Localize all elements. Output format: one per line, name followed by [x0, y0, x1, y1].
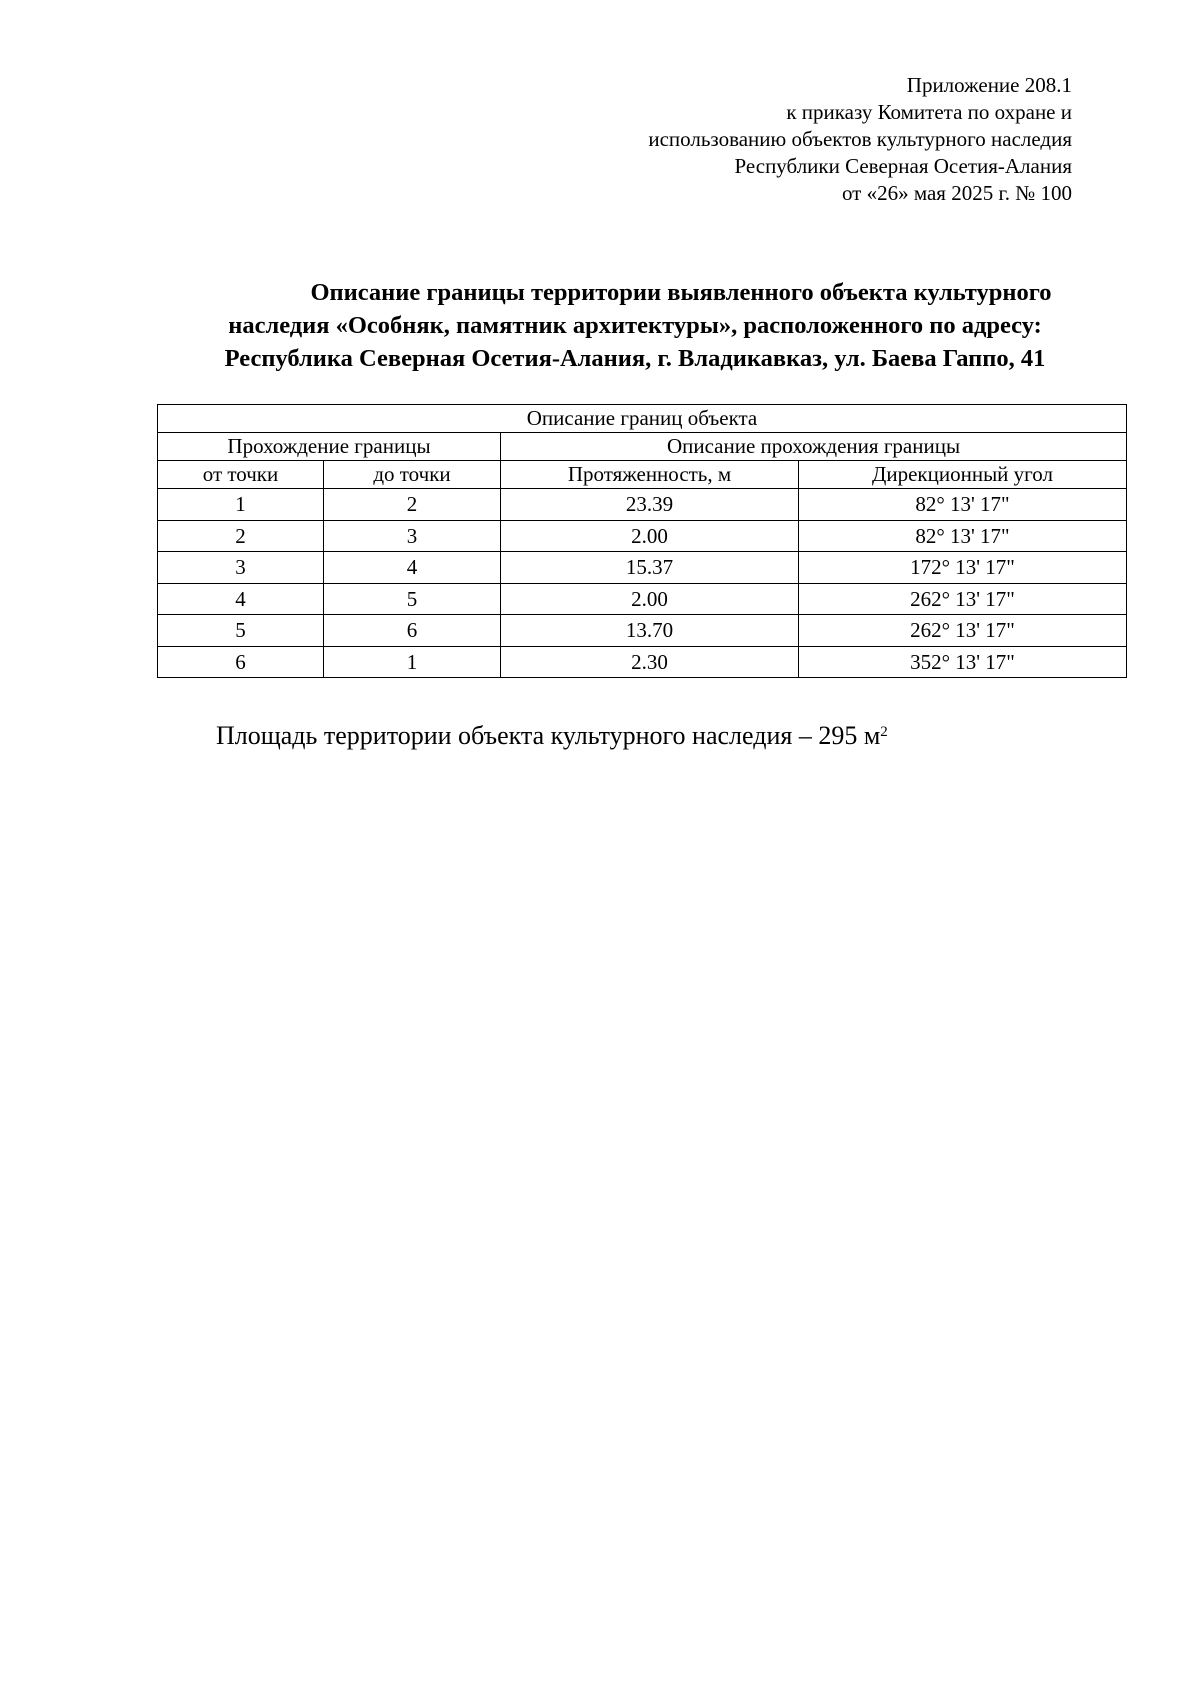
cell-length: 2.00 [501, 520, 799, 552]
cell-from-point: 1 [158, 489, 324, 521]
square-unit-superscript: 2 [880, 724, 888, 740]
table-column-header-row [158, 461, 1127, 489]
table-row [158, 615, 1127, 647]
cell-to-point: 3 [324, 520, 501, 552]
header-passage: Прохождение границы [158, 433, 501, 461]
cell-direction-angle: 352° 13' 17" [799, 646, 1127, 678]
column-header-direction-angle: Дирекционный угол [799, 461, 1127, 489]
cell-length: 23.39 [501, 489, 799, 521]
cell-length: 2.30 [501, 646, 799, 678]
table-caption: Описание границ объекта [158, 405, 1127, 433]
boundary-table [157, 404, 1127, 678]
order-date: от «26» мая 2025 г. № 100 [841, 181, 1072, 205]
appendix-number: Приложение 208.1 [906, 73, 1072, 97]
cell-to-point: 2 [324, 489, 501, 521]
territory-area-text: Площадь территории объекта культурного наследия – 295 м [216, 721, 881, 750]
cell-length: 13.70 [501, 615, 799, 647]
cell-direction-angle: 82° 13' 17" [799, 520, 1127, 552]
title-line-1: Описание границы территории выявленного объекта культурного [310, 279, 1052, 306]
table-group-header-row [158, 433, 1127, 461]
table-row [158, 646, 1127, 678]
cell-to-point: 5 [324, 583, 501, 615]
table-row [158, 583, 1127, 615]
cell-to-point: 6 [324, 615, 501, 647]
title-line-3: Республика Северная Осетия-Алания, г. Владикавказ, ул. Баева Гаппо, 41 [224, 345, 1046, 372]
cell-from-point: 4 [158, 583, 324, 615]
table-caption-row [158, 405, 1127, 433]
cell-direction-angle: 82° 13' 17" [799, 489, 1127, 521]
title-line-2: наследия «Особняк, памятник архитектуры», расположенного по адресу: [228, 312, 1042, 339]
table-row [158, 552, 1127, 584]
cell-direction-angle: 172° 13' 17" [799, 552, 1127, 584]
cell-direction-angle: 262° 13' 17" [799, 615, 1127, 647]
column-header-from-point: от точки [158, 461, 324, 489]
cell-length: 15.37 [501, 552, 799, 584]
cell-to-point: 1 [324, 646, 501, 678]
cell-length: 2.00 [501, 583, 799, 615]
cell-direction-angle: 262° 13' 17" [799, 583, 1127, 615]
table-row [158, 520, 1127, 552]
table-row [158, 489, 1127, 521]
cell-from-point: 6 [158, 646, 324, 678]
header-description: Описание прохождения границы [501, 433, 1127, 461]
appendix-header [372, 72, 1072, 207]
cell-from-point: 2 [158, 520, 324, 552]
order-reference-line-3: Республики Северная Осетия-Алания [734, 154, 1072, 178]
cell-from-point: 3 [158, 552, 324, 584]
document-title [150, 276, 1120, 375]
column-header-to-point: до точки [324, 461, 501, 489]
cell-from-point: 5 [158, 615, 324, 647]
order-reference-line-1: к приказу Комитета по охране и [786, 100, 1072, 124]
column-header-length: Протяженность, м [501, 461, 799, 489]
order-reference-line-2: использованию объектов культурного наследия [648, 127, 1072, 151]
territory-area [216, 720, 888, 752]
cell-to-point: 4 [324, 552, 501, 584]
